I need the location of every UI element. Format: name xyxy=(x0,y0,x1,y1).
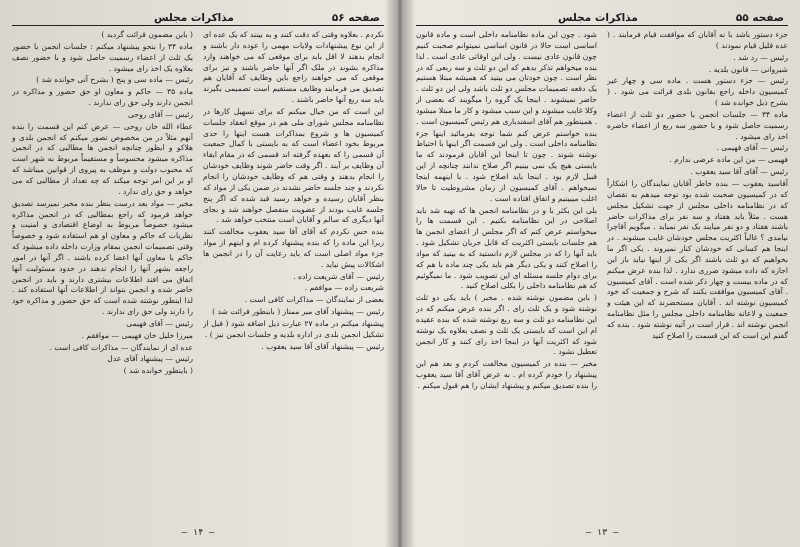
paragraph: شریعت زاده — موافقم . xyxy=(304,283,384,293)
right-page xyxy=(408,6,796,540)
right-page-columns xyxy=(416,30,788,520)
left-page-right-column xyxy=(203,30,384,520)
paragraph: میرزا خلیل خان فهیمی — موافقم . xyxy=(81,330,193,340)
right-page-label: صفحه ۵۵ xyxy=(735,12,784,24)
left-page-label: صفحه ۵۶ xyxy=(331,12,380,24)
right-page-header xyxy=(416,6,788,26)
book-gutter xyxy=(396,0,404,547)
left-page-left-column xyxy=(12,30,193,520)
paragraph: ( باینطور خوانده شد ) xyxy=(123,366,193,376)
paragraph: عطاء الله خان روحی — عرض کنم این قسمت را بنده آنهم مثلاً در من مخصوص تصور میکنم که انجمن بلدی و هلاکو و ایطور چنانچه انجمن ها مطالبی که در انجمن مذاکره میشود محسوساً و مستقیماً مربوط به شهر است که محبوب دولت و موظف به پیروی از قوانین میباشد که او بر این امر توجه میکند که چه تعداد از مطالبی که می خواهد و حق رای ندارد . xyxy=(12,121,193,196)
paragraph: رئیس — پیشنهاد آقای میر ممتاز ( باینطور قرائت شد ) xyxy=(212,307,384,317)
paragraph: رئیس — جزء دستور هست . ماده سی و چهار غیر کمیسیون داخله راجع بقانون بلدی قرائت می شود . ( بشرح ذیل خوانده شد ) xyxy=(607,76,788,108)
paragraph: بنده حس نکردم که آقای آقا سید یعقوب مخالفت کنند زیرا این ماده را که بنده پیشنهاد کرده ام و اینهم از مواد جزء مواد اصلی است که باید رعایت آن را در انجمن ها اشکالات پیش نیاید . xyxy=(203,227,384,269)
paragraph: بعضی از نمایندگان — مذاکرات کافی است . xyxy=(244,295,384,305)
paragraph: آقاسید یعقوب — بنده خاطر آقایان نمایندگان را اشکاراً که در کمیسیون صحبت شده بود توجه میدهم به تقصان که در نظامنامه داخلی مجلس از جهت تشکیل مجلس هست . مثلاً باید هفتاد و سه نفر برای مذاکرات حاضر باشند هفتاد و دو نفر میایند یک نفر نمیاید . میگویم آقاچرا نیامدی ؟ غالباً اکثریت مجلس خودشان غایب میشوند . در اینجا هم کسانی که خودشان کنار نمیروند . یکی اگر ما بخواهیم که دو ثلث باشند اگر یکی از اینها نیاید باز این اجازه که داده میشود ضرری ندارد . لذا بنده عرض میکنم که در ماده بیست و چهار ذکر شده است . آقای کمیسیون . آقای کمیسیون موافقت بکنند که شرح و جمعیت که خود کمیسیون نوشته اند . آقایان مستحضرند که این هیئت و جمعیت و لاعانه نظامنامه داخلی مجلس را مثل نظامنامه انجمن نوشته اند . قرار است در آتیه نوشته شود . بنده که گفتم این است که این قسمت را اصلاح کنید xyxy=(607,178,788,340)
paragraph: رئیس — پیشنهاد آقای عدل xyxy=(107,354,193,364)
paragraph: ( باین مضمون قرائت گردید ) xyxy=(101,30,193,39)
paragraph: فهیمی — من این ماده عرضی ندارم . xyxy=(669,155,788,165)
paragraph: رئیس — رد شد . xyxy=(733,52,788,62)
paragraph: بلی این بکثر با و در نظامنامه انجمن ها که تهیه شد باید اصلاحی در این نظامنامه بکنیم . این قسمت ها را میخواستم عرض کنم که اگر مجلس از اعضای انجمن ها هم جلسات بایستی اکثریت که قابل جریان تشکیل شود . باید آنها را که در مجلس لازم دانستید که به بینید که مواد را اصلاح کنند و یکی دیگر هم باید یکی چند ماده با هم که برای دوام جلسه مسئله ای این تصویب شود . ما نمیگوئیم که هم نظامنامه داخلی را بکلی اصلاح کنید . xyxy=(416,205,597,291)
paragraph: ماده ۳۵ — حاکم و معاون او حق حضور و مذاکره در انجمن دارند ولی حق رای ندارند . xyxy=(12,87,193,108)
paragraph: شود . چون این ماده نظامنامه داخلی است و ماده قانون اساسی است حالا در قانون اساسی نمیتوانم صحبت کنیم چون قانون عادی نیست . ولی این اوقاتی عادی است . لذا بنده میخواهم تذکر بدهم که این دو ثلث و سه ربعی که در نظر است . چون خودتان می بینید که همیشه مبتلا هستیم یک دفعه تصمیمات مجلس دو ثلث باشد ولی این دو ثلث . حاضر نمیشوند . اینجا یک گروه را میگویند که بعضی از وکلا غایب میشوند و این سبب میشود و کار ما مبتلا میشود . همینطور هم آقای اسفندیاری هم رئیس کمیسیون است . xyxy=(416,30,597,126)
right-page-left-column xyxy=(416,30,597,520)
paragraph: رئیس — آقای روحی xyxy=(128,109,193,119)
paragraph: رئیس — آقای شریعت زاده . xyxy=(293,271,384,281)
paragraph: پیشنهاد میکنم در ماده ۲۷ عبارت ذیل اضافه شود ( قبل از تشکیل انجمن بلدی در اداره بلدیه و جلسات انجمن نیز ) . xyxy=(203,318,384,339)
paragraph: ماده ۳۴ — جلسات انجمن با حضور دو ثلث از اعضاء رسمیت حاصل شود و با حضور سه ربع از اعضاء حاضره اخذ رای میشود . xyxy=(607,109,788,141)
left-page-header xyxy=(12,6,384,26)
paragraph: جزء دستور باشد با نه آقایان که موافقت قیام فرمایند . ( عده قلیل قیام نمودند ) xyxy=(607,30,788,50)
paragraph: رئیس — پیشنهاد آقای آقا سید یعقوب . xyxy=(261,341,384,351)
paragraph: ماده ۳۴ را بنحو پیشنهاد میکنم : جلسات انجمن با حضور یک ثلث از اعضاء رسمیت حاصل شود و با حضور نصف بعلاوه یک اخذ رای میشود . xyxy=(12,41,193,73)
paragraph: ( باین مضمون نوشته شده . مخبر ) باید یکی دو ثلث نوشته شود و یک ثلث رای . اگر بنده عرض میکنم که در این نظامنامه دو ثلث و سه ربع نوشته شده که بنده عقیده ام این است که بایستی یک ثلث و نصف بعلاوه یک نوشته شود که اکثریت آنها در اینجا اخذ رای کنند و کار انجمن تعطیل نشود . xyxy=(416,293,597,357)
right-page-number: — ۱۳ — xyxy=(585,528,619,538)
left-running-title: مذاکرات مجلس xyxy=(154,12,234,24)
paragraph: رئیس — آقای آقا سید یعقوب . xyxy=(690,167,788,177)
right-page-right-column xyxy=(607,30,788,520)
paragraph: این است که من خیال میکنم که برای تسهیل کارها در نظامنامه مجلس شورای ملی هم در موقع انعقاد جلسات کمیسیون ها و شروع بمذاکرات هست اینها را حدی مربوط بخود اعضاء است که به بایستی با کمال جمعیت آن قسمی را که بعهده گرفته اند قسمی که در مقام ابقاء آن وظایف بر آیند . اگر وقت حاضر شوند وظایف خودشان را انجام بدهند و وقتی هم که وظایف خودشان را انجام نکردند و چند جلسه حاضر نشدند در ضمن یکی از مواد که بنظر آقایان رسیده و خواهد رسید قید شده که اگر پنج جلسه غایب بودند از عضویت منفصل خواهند شد و بجای آنها دیگری که سالم و آقایان است منتخب خواهد شد . xyxy=(203,106,384,225)
right-running-title: مذاکرات مجلس xyxy=(558,12,638,24)
paragraph: رئیس — آقای فهیمی xyxy=(126,318,193,328)
paragraph: شیروانی — قانون بلدیه . xyxy=(708,64,788,74)
paragraph: مخبر — مواد بعد درست بنظر بنده مخبر نمیرسد تصدیق خواهد فرمود که راجع بمطالبی که در انجمن مذاکره میشود خصوصاً مربوط به اوضاع اقتصادی و امنیت و نظریات که حاکم و معاون او هم استفاده شود و خصوصاً وقتی تصمیمات انجمن بمقام وزارت داخله داده میشود که حاکم یا معاون آنها اعضا کرده باشند . اگر آنها در امور راجعه بشهر آنها را انجام ندهند در حدود مسئولیت آنها اتفاق می افتد اطلاعات بیشتری دارند و باید در انجمن حاضر شده و انجمن بتواند از اطلاعات آنها استفاده کند . لذا اینطور نوشته شده است که حق حضور و مذاکره خود را دارند ولی حق رای ندارند . xyxy=(12,198,193,317)
paragraph: نکردم . بعلاوه وقتی که دقت کنند و به بینند که یک عده ای از این نوع پیشنهادات ولایات مهمی را عوده دار باشند و انجام بدهند لا اقل باید برای موقعی که می خواهند وارد مذاکره بشوند در ملک اگر آنها حاضر باشند و نیز برای موقعی که می خواهند راجع باین وظایف که آقایان هم تصدیق می فرمایند وظایف مستقیم است تصمیمی بگیرند باید سه ربع آنها حاضر باشند . xyxy=(203,30,384,105)
paragraph: رئیس — آقای فهیمی . xyxy=(716,143,788,153)
paragraph: رئیس — ماده سی و پنج ( بشرح آتی خوانده شد ) xyxy=(36,75,193,85)
left-page xyxy=(4,6,392,540)
paragraph: عده ای از نمایندگان — مذاکرات کافی است . xyxy=(49,342,193,352)
paragraph: مخبر — بنده در کمیسیون مخالفت کردم و بعد هم این پیشنهاد را خودم کرده ام . به عرض آقای آقا سید یعقوب را بنده تصدیق میکنم و پیشنهاد ایشان را هم قبول میکنم . xyxy=(416,359,597,390)
left-page-number: — ۱۴ — xyxy=(181,528,215,538)
left-page-columns xyxy=(12,30,384,520)
paragraph: بنده خواستم عرض کنم شما توجه بفرمائید اینها جزء نظامنامه داخلی است . ولی این قسمت اگر اینها با احتیاط نوشته شوند . چون تا اینجا این آقایان فرمودند که ما بایستی هیچ یک نمی بینیم اگر صلاح ندانند چنانچه از این قبیل لازم بود . اینجا باید اصلاح شود . با اینهمه اینجا نمیخواهم . آقای کمیسیون از زمان مشروطیت تا حالا اغلب میبینیم و اتفاق افتاده است . xyxy=(416,128,597,203)
